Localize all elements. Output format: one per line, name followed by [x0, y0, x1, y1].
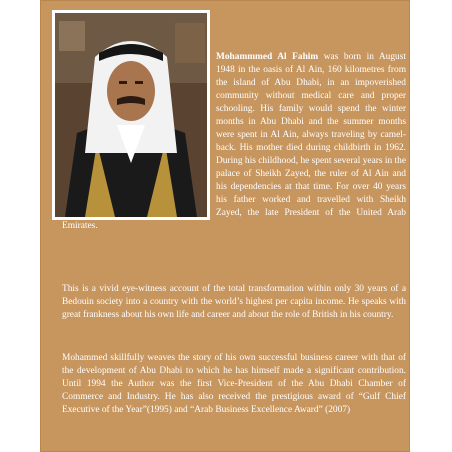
author-intro-paragraph [62, 51, 406, 233]
book-description-paragraph [62, 283, 406, 322]
photo-spacer [62, 51, 216, 219]
paragraph-3: Mohammed skillfully weaves the story of his own successful business career with that of the development of Abu Dhabi to which he has himself made a significant contribution. Until 1994 the Author was the first Vice-President of the Abu Dhabi Chamber of Commerce and Industry. He has also received the prestigious award of “Gulf Chief Executive of the Year”(1995) and “Arab Business Excellence Award” (2007) [62, 353, 406, 415]
paragraph-2: This is a vivid eye-witness account of the total transformation within only 30 years of a Bedouin society into a country with the world’s highest per capita income. He speaks with great frankness about his own life and career and about the role of British in his country. [62, 284, 406, 320]
author-career-paragraph [62, 352, 406, 417]
author-name: Mohammmed Al Fahim [216, 52, 319, 62]
intro-text: was born in August 1948 in the oasis of Al Ain, 160 kilometres from the island of Abu Dhabi, in an impoverished community without medical care and proper schooling. His family would spend the winter months in Abu Dhabi and the summer months were spent in Al Ain, always traveling by camel-back. His mother died during childbirth in 1962. During his childhood, he spent several years in the palace of Sheikh Zayed, the ruler of Al Ain and his dependencies at that time. For over 40 years his father worked and travelled with Sheikh Zayed, the late President of the United Arab Emirates. [62, 52, 406, 231]
